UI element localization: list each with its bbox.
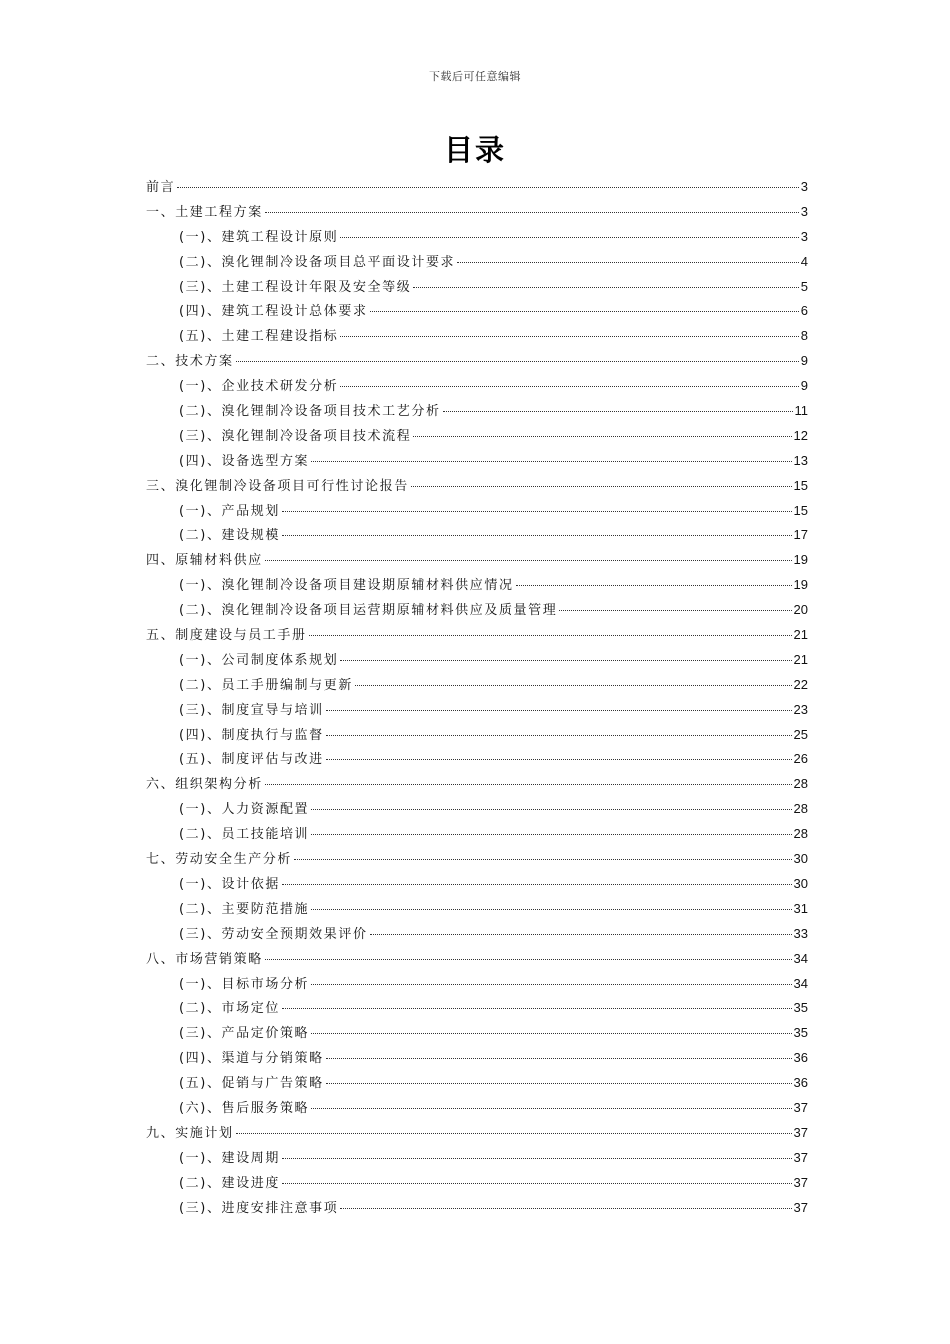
toc-entry[interactable]	[146, 772, 808, 797]
toc-entry-label: (五)、促销与广告策略	[179, 1076, 324, 1092]
toc-dot-leader	[516, 585, 792, 586]
toc-dot-leader	[340, 237, 798, 238]
toc-entry-page-number: 37	[793, 1099, 808, 1115]
download-note: 下载后可任意编辑	[429, 70, 521, 83]
toc-entry-page-number: 37	[793, 1124, 808, 1140]
toc-entry[interactable]	[146, 1121, 808, 1146]
toc-entry-label: (一)、溴化锂制冷设备项目建设期原辅材料供应情况	[179, 578, 514, 594]
toc-entry-page-number: 11	[794, 403, 808, 419]
toc-entry-page-number: 19	[793, 552, 808, 568]
toc-entry-label: (二)、员工技能培训	[179, 827, 310, 843]
toc-entry[interactable]	[146, 947, 808, 972]
toc-entry-page-number: 3	[800, 179, 808, 194]
toc-entry-label: 一、土建工程方案	[146, 204, 263, 220]
toc-entry[interactable]	[146, 723, 808, 748]
page-title: 目录	[443, 133, 506, 167]
toc-entry[interactable]	[146, 349, 808, 374]
toc-entry-page-number: 35	[793, 1025, 808, 1041]
toc-dot-leader	[265, 560, 792, 561]
toc-dot-leader	[265, 212, 799, 213]
toc-entry-page-number: 5	[800, 278, 808, 294]
toc-dot-leader	[282, 1008, 792, 1009]
toc-entry-page-number: 35	[793, 1000, 808, 1016]
toc-entry[interactable]	[146, 648, 808, 673]
toc-entry[interactable]	[146, 324, 808, 349]
toc-entry[interactable]	[146, 499, 808, 524]
toc-entry-page-number: 22	[793, 676, 808, 692]
toc-entry-label: (一)、公司制度体系规划	[179, 652, 339, 668]
toc-dot-leader	[309, 635, 792, 636]
toc-dot-leader	[326, 735, 792, 736]
toc-entry-page-number: 37	[793, 1174, 808, 1190]
toc-entry[interactable]	[146, 200, 808, 225]
toc-entry-label: 九、实施计划	[146, 1125, 234, 1141]
toc-dot-leader	[282, 1158, 792, 1159]
toc-entry[interactable]	[146, 374, 808, 399]
toc-entry-label: 三、溴化锂制冷设备项目可行性讨论报告	[146, 478, 409, 494]
toc-entry[interactable]	[146, 474, 808, 499]
toc-entry-page-number: 8	[800, 328, 808, 344]
toc-dot-leader	[311, 984, 791, 985]
toc-entry[interactable]	[146, 623, 808, 648]
toc-entry-page-number: 15	[793, 477, 808, 493]
toc-entry[interactable]	[146, 523, 808, 548]
toc-entry-label: (二)、建设进度	[179, 1175, 280, 1191]
toc-entry-label: 四、原辅材料供应	[146, 553, 263, 569]
toc-entry[interactable]	[146, 747, 808, 772]
toc-entry[interactable]	[146, 299, 808, 324]
toc-dot-leader	[340, 660, 791, 661]
toc-entry-label: 七、劳动安全生产分析	[146, 852, 293, 868]
toc-entry[interactable]	[146, 1196, 808, 1221]
toc-dot-leader	[340, 1208, 791, 1209]
toc-entry[interactable]	[146, 797, 808, 822]
toc-entry-page-number: 33	[793, 925, 808, 941]
toc-entry-page-number: 3	[800, 203, 808, 219]
toc-entry-page-number: 37	[793, 1199, 808, 1215]
toc-dot-leader	[282, 884, 792, 885]
toc-entry-page-number: 13	[793, 452, 808, 468]
toc-entry-label: (二)、溴化锂制冷设备项目总平面设计要求	[179, 254, 456, 270]
toc-dot-leader	[311, 1108, 791, 1109]
toc-entry-label: 前言	[146, 180, 176, 195]
toc-entry-label: (三)、溴化锂制冷设备项目技术流程	[179, 428, 412, 444]
toc-entry[interactable]	[146, 449, 808, 474]
toc-entry-page-number: 9	[800, 353, 808, 369]
toc-dot-leader	[355, 685, 792, 686]
toc-entry-label: (六)、售后服务策略	[179, 1100, 310, 1116]
toc-dot-leader	[311, 909, 791, 910]
toc-dot-leader	[311, 1033, 791, 1034]
toc-entry[interactable]	[146, 399, 808, 424]
toc-dot-leader	[411, 486, 792, 487]
toc-entry-label: 六、组织架构分析	[146, 777, 263, 793]
toc-entry-label: (五)、制度评估与改进	[179, 752, 324, 768]
toc-entry-page-number: 23	[793, 701, 808, 717]
toc-entry[interactable]	[146, 1046, 808, 1071]
toc-entry-page-number: 30	[793, 851, 808, 867]
toc-dot-leader	[282, 511, 792, 512]
toc-entry[interactable]	[146, 972, 808, 997]
toc-entry[interactable]	[146, 225, 808, 250]
toc-entry-label: (四)、建筑工程设计总体要求	[179, 304, 368, 320]
toc-entry[interactable]	[146, 698, 808, 723]
toc-entry[interactable]	[146, 1021, 808, 1046]
toc-entry-label: (二)、主要防范措施	[179, 901, 310, 917]
toc-dot-leader	[413, 287, 798, 288]
toc-entry-page-number: 28	[793, 826, 808, 842]
toc-entry-page-number: 19	[793, 577, 808, 593]
toc-entry[interactable]	[146, 598, 808, 623]
toc-entry-page-number: 3	[800, 228, 808, 244]
toc-dot-leader	[370, 311, 799, 312]
toc-entry-label: (一)、产品规划	[179, 503, 280, 519]
toc-entry-page-number: 17	[793, 527, 808, 543]
toc-entry[interactable]	[146, 1146, 808, 1171]
toc-dot-leader	[326, 1058, 792, 1059]
toc-entry-label: 五、制度建设与员工手册	[146, 628, 307, 644]
toc-entry-label: (一)、目标市场分析	[179, 976, 310, 992]
toc-entry[interactable]	[146, 250, 808, 275]
toc-entry-label: (四)、渠道与分销策略	[179, 1051, 324, 1067]
toc-entry-label: (二)、溴化锂制冷设备项目运营期原辅材料供应及质量管理	[179, 603, 558, 619]
toc-entry-label: (一)、企业技术研发分析	[179, 379, 339, 395]
toc-dot-leader	[177, 187, 799, 188]
toc-dot-leader	[340, 336, 798, 337]
toc-entry-label: (一)、建筑工程设计原则	[179, 229, 339, 245]
toc-entry-label: (二)、溴化锂制冷设备项目技术工艺分析	[179, 404, 441, 420]
toc-entry-page-number: 9	[800, 378, 808, 394]
toc-dot-leader	[443, 411, 793, 412]
toc-entry[interactable]	[146, 573, 808, 598]
toc-entry-label: (二)、建设规模	[179, 528, 280, 544]
toc-entry[interactable]	[146, 872, 808, 897]
toc-entry-page-number: 34	[793, 950, 808, 966]
toc-dot-leader	[559, 610, 791, 611]
toc-entry-page-number: 30	[793, 875, 808, 891]
toc-entry-page-number: 4	[800, 253, 808, 269]
toc-dot-leader	[236, 1133, 792, 1134]
toc-dot-leader	[413, 436, 791, 437]
toc-entry-page-number: 36	[793, 1075, 808, 1091]
toc-entry[interactable]	[146, 996, 808, 1021]
toc-entry-label: (三)、土建工程设计年限及安全等级	[179, 279, 412, 295]
toc-entry-page-number: 15	[793, 502, 808, 518]
toc-entry[interactable]	[146, 275, 808, 300]
toc-dot-leader	[294, 859, 792, 860]
toc-entry-label: (五)、土建工程建设指标	[179, 329, 339, 345]
toc-entry-page-number: 6	[800, 303, 808, 319]
toc-entry-label: (一)、设计依据	[179, 876, 280, 892]
toc-entry-label: 二、技术方案	[146, 354, 234, 370]
toc-entry[interactable]	[146, 922, 808, 947]
toc-entry-page-number: 31	[793, 900, 808, 916]
toc-entry-page-number: 37	[793, 1149, 808, 1165]
toc-dot-leader	[457, 262, 799, 263]
toc-entry-label: (二)、员工手册编制与更新	[179, 677, 353, 693]
toc-entry-page-number: 25	[793, 726, 808, 742]
toc-entry-page-number: 20	[793, 602, 808, 618]
toc-entry[interactable]	[146, 424, 808, 449]
toc-dot-leader	[282, 535, 792, 536]
toc-entry-page-number: 28	[793, 776, 808, 792]
toc-dot-leader	[311, 834, 791, 835]
toc-entry[interactable]	[146, 1096, 808, 1121]
toc-entry-label: (三)、产品定价策略	[179, 1026, 310, 1042]
toc-entry-label: (一)、建设周期	[179, 1150, 280, 1166]
toc-entry[interactable]	[146, 897, 808, 922]
toc-dot-leader	[311, 461, 791, 462]
toc-entry[interactable]	[146, 847, 808, 872]
toc-entry-page-number: 12	[793, 427, 808, 443]
toc-entry-page-number: 26	[793, 751, 808, 767]
toc-entry-label: (二)、市场定位	[179, 1001, 280, 1017]
toc-entry[interactable]	[146, 1071, 808, 1096]
toc-entry-page-number: 36	[793, 1050, 808, 1066]
toc-entry[interactable]	[146, 1171, 808, 1196]
toc-entry[interactable]	[146, 175, 808, 200]
toc-entry-page-number: 21	[793, 651, 808, 667]
table-of-contents	[146, 175, 808, 1220]
toc-dot-leader	[265, 784, 792, 785]
toc-dot-leader	[236, 361, 799, 362]
toc-dot-leader	[340, 386, 798, 387]
toc-dot-leader	[326, 710, 792, 711]
toc-entry-label: (三)、劳动安全预期效果评价	[179, 926, 368, 942]
toc-entry-page-number: 34	[793, 975, 808, 991]
toc-dot-leader	[370, 934, 792, 935]
toc-dot-leader	[282, 1183, 792, 1184]
toc-dot-leader	[326, 1083, 792, 1084]
toc-entry-label: (四)、设备选型方案	[179, 453, 310, 469]
toc-entry-label: (四)、制度执行与监督	[179, 727, 324, 743]
toc-entry-page-number: 21	[793, 627, 808, 643]
toc-dot-leader	[311, 809, 791, 810]
toc-entry[interactable]	[146, 548, 808, 573]
toc-entry-label: (三)、制度宣导与培训	[179, 702, 324, 718]
toc-entry-label: (一)、人力资源配置	[179, 802, 310, 818]
toc-dot-leader	[326, 759, 792, 760]
toc-entry-label: (三)、进度安排注意事项	[179, 1200, 339, 1216]
toc-entry-page-number: 28	[793, 801, 808, 817]
toc-entry[interactable]	[146, 673, 808, 698]
toc-dot-leader	[265, 959, 792, 960]
toc-entry-label: 八、市场营销策略	[146, 951, 263, 967]
toc-entry[interactable]	[146, 822, 808, 847]
